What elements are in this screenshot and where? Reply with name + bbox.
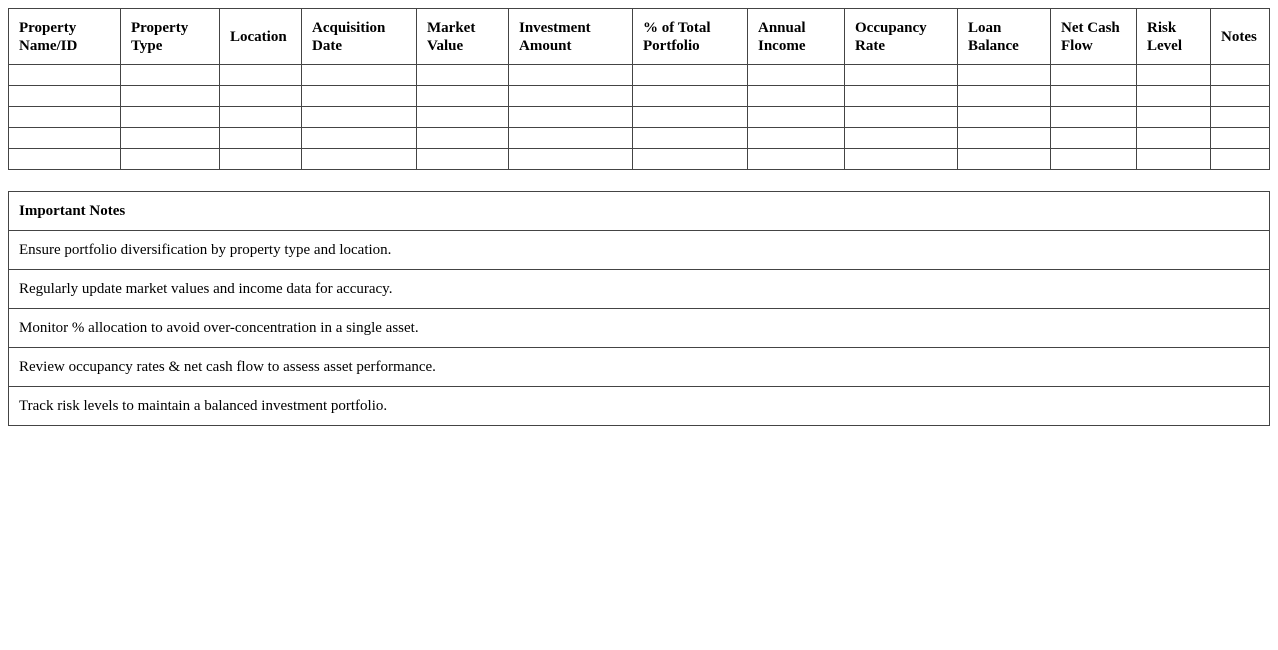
table-cell[interactable]	[1137, 128, 1211, 149]
table-cell[interactable]	[417, 86, 509, 107]
column-header: Annual Income	[748, 9, 845, 65]
note-row	[9, 348, 1270, 387]
table-cell[interactable]	[121, 149, 220, 170]
table-cell[interactable]	[509, 65, 633, 86]
table-cell[interactable]	[9, 128, 121, 149]
column-header: Occupancy Rate	[845, 9, 958, 65]
table-cell[interactable]	[1137, 86, 1211, 107]
note-row	[9, 270, 1270, 309]
table-cell[interactable]	[633, 86, 748, 107]
table-row	[9, 86, 1270, 107]
table-cell[interactable]	[9, 65, 121, 86]
column-header: Market Value	[417, 9, 509, 65]
table-cell[interactable]	[958, 107, 1051, 128]
note-row	[9, 387, 1270, 426]
table-cell[interactable]	[121, 86, 220, 107]
column-header: Loan Balance	[958, 9, 1051, 65]
table-cell[interactable]	[845, 128, 958, 149]
table-cell[interactable]	[958, 149, 1051, 170]
table-row	[9, 149, 1270, 170]
table-cell[interactable]	[220, 149, 302, 170]
table-cell[interactable]	[509, 86, 633, 107]
table-cell[interactable]	[633, 65, 748, 86]
table-cell[interactable]	[417, 149, 509, 170]
table-cell[interactable]	[1211, 86, 1270, 107]
table-cell[interactable]	[1211, 65, 1270, 86]
column-header: Location	[220, 9, 302, 65]
table-cell[interactable]	[220, 107, 302, 128]
notes-header-row	[9, 192, 1270, 231]
table-cell[interactable]	[121, 128, 220, 149]
table-cell[interactable]	[845, 86, 958, 107]
table-cell[interactable]	[9, 107, 121, 128]
table-cell[interactable]	[302, 149, 417, 170]
table-cell[interactable]	[748, 86, 845, 107]
notes-title: Important Notes	[9, 192, 1270, 231]
table-cell[interactable]	[748, 128, 845, 149]
table-cell[interactable]	[9, 149, 121, 170]
table-row	[9, 128, 1270, 149]
table-cell[interactable]	[1051, 86, 1137, 107]
column-header: Notes	[1211, 9, 1270, 65]
table-cell[interactable]	[417, 65, 509, 86]
column-header: Property Type	[121, 9, 220, 65]
column-header: Net Cash Flow	[1051, 9, 1137, 65]
table-cell[interactable]	[1211, 128, 1270, 149]
table-cell[interactable]	[509, 128, 633, 149]
table-cell[interactable]	[1137, 65, 1211, 86]
note-row	[9, 309, 1270, 348]
table-cell[interactable]	[633, 149, 748, 170]
table-cell[interactable]	[417, 128, 509, 149]
column-header: Acquisition Date	[302, 9, 417, 65]
table-cell[interactable]	[1051, 107, 1137, 128]
table-cell[interactable]	[1051, 65, 1137, 86]
table-cell[interactable]	[417, 107, 509, 128]
table-cell[interactable]	[1137, 149, 1211, 170]
table-cell[interactable]	[9, 86, 121, 107]
table-cell[interactable]	[958, 86, 1051, 107]
table-cell[interactable]	[1137, 107, 1211, 128]
table-cell[interactable]	[509, 107, 633, 128]
table-cell[interactable]	[302, 65, 417, 86]
column-header: Property Name/ID	[9, 9, 121, 65]
table-cell[interactable]	[302, 86, 417, 107]
table-cell[interactable]	[633, 107, 748, 128]
note-item: Track risk levels to maintain a balanced investment portfolio.	[9, 387, 1270, 426]
table-cell[interactable]	[748, 149, 845, 170]
portfolio-table	[8, 8, 1270, 170]
table-row	[9, 65, 1270, 86]
table-cell[interactable]	[220, 128, 302, 149]
note-item: Monitor % allocation to avoid over-concentration in a single asset.	[9, 309, 1270, 348]
table-cell[interactable]	[845, 65, 958, 86]
table-cell[interactable]	[302, 107, 417, 128]
header-row	[9, 9, 1270, 65]
table-cell[interactable]	[748, 107, 845, 128]
table-cell[interactable]	[509, 149, 633, 170]
table-cell[interactable]	[633, 128, 748, 149]
table-row	[9, 107, 1270, 128]
table-cell[interactable]	[302, 128, 417, 149]
table-cell[interactable]	[1211, 107, 1270, 128]
table-cell[interactable]	[1211, 149, 1270, 170]
notes-table	[8, 191, 1270, 426]
column-header: Investment Amount	[509, 9, 633, 65]
table-cell[interactable]	[845, 149, 958, 170]
table-cell[interactable]	[748, 65, 845, 86]
column-header: Risk Level	[1137, 9, 1211, 65]
note-item: Review occupancy rates & net cash flow to assess asset performance.	[9, 348, 1270, 387]
table-cell[interactable]	[121, 107, 220, 128]
table-cell[interactable]	[220, 65, 302, 86]
note-item: Ensure portfolio diversification by property type and location.	[9, 231, 1270, 270]
column-header: % of Total Portfolio	[633, 9, 748, 65]
table-cell[interactable]	[958, 65, 1051, 86]
table-cell[interactable]	[121, 65, 220, 86]
table-cell[interactable]	[845, 107, 958, 128]
table-cell[interactable]	[1051, 128, 1137, 149]
table-cell[interactable]	[1051, 149, 1137, 170]
table-cell[interactable]	[958, 128, 1051, 149]
note-row	[9, 231, 1270, 270]
table-cell[interactable]	[220, 86, 302, 107]
note-item: Regularly update market values and income data for accuracy.	[9, 270, 1270, 309]
